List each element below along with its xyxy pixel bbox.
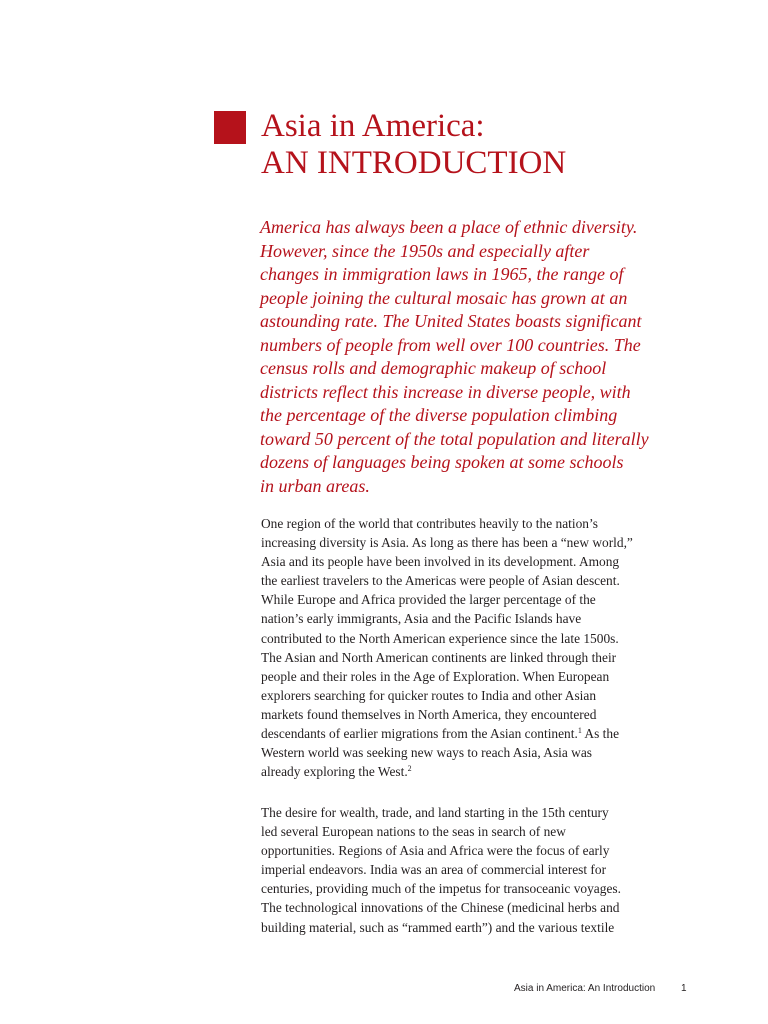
body-line: building material, such as “rammed earth”) and the various textile	[261, 919, 615, 935]
page-number: 1	[681, 983, 687, 994]
body-line: The technological innovations of the Chinese (medicinal herbs and	[261, 900, 620, 916]
body-line-with-footnote	[261, 724, 691, 743]
intro-line: the percentage of the diverse population climbing	[260, 405, 618, 425]
body-line: centuries, providing much of the impetus for transoceanic voyages.	[261, 881, 621, 897]
footnote-marker-2: 2	[407, 764, 412, 774]
body-line-text: descendants of earlier migrations from the Asian continent.	[261, 726, 578, 742]
intro-line: dozens of languages being spoken at some schools	[260, 452, 624, 472]
body-line: One region of the world that contributes heavily to the nation’s	[261, 516, 598, 531]
running-footer-title: Asia in America: An Introduction	[514, 983, 656, 994]
body-line: contributed to the North American experience since the late 1500s.	[261, 630, 619, 646]
body-line: opportunities. Regions of Asia and Africa were the focus of early	[261, 843, 610, 859]
intro-line: numbers of people from well over 100 countries. The	[260, 334, 641, 355]
title-accent-square	[214, 111, 246, 144]
body-line: nation’s early immigrants, Asia and the Pacific Islands have	[261, 611, 582, 627]
intro-line: America has always been a place of ethnic diversity.	[260, 217, 638, 237]
body-line: While Europe and Africa provided the larger percentage of the	[261, 592, 596, 608]
body-line-text: As the	[581, 726, 620, 742]
page-title	[261, 108, 566, 182]
intro-line: census rolls and demographic makeup of school	[260, 358, 607, 378]
title-line-2: AN INTRODUCTION	[261, 145, 567, 181]
intro-line: in urban areas.	[260, 475, 370, 496]
body-line: the earliest travelers to the Americas were people of Asian descent.	[261, 573, 620, 589]
body-line: imperial endeavors. India was an area of commercial interest for	[261, 862, 607, 878]
body-line-with-footnote	[261, 762, 691, 781]
intro-line: changes in immigration laws in 1965, the range of	[260, 264, 624, 284]
body-line: The Asian and North American continents are linked through their	[261, 649, 617, 665]
body-line: The desire for wealth, trade, and land starting in the 15th century	[261, 805, 609, 820]
body-line: Western world was seeking new ways to reach Asia, Asia was	[261, 745, 592, 761]
body-line: markets found themselves in North America, they encountered	[261, 706, 597, 722]
intro-line: districts reflect this increase in diverse people, with	[260, 381, 631, 402]
body-paragraph-2	[261, 803, 691, 937]
intro-line: people joining the cultural mosaic has grown at an	[260, 287, 628, 308]
body-line-text: already exploring the West.	[261, 764, 408, 780]
body-line: Asia and its people have been involved in its development. Among	[261, 554, 620, 570]
body-paragraph-1	[261, 514, 691, 781]
intro-line: However, since the 1950s and especially after	[260, 240, 590, 261]
intro-line: toward 50 percent of the total population and literally	[260, 428, 649, 449]
body-line: increasing diversity is Asia. As long as there has been a “new world,”	[261, 535, 633, 551]
intro-line: astounding rate. The United States boasts significant	[260, 311, 642, 331]
body-line: explorers searching for quicker routes to India and other Asian	[261, 687, 597, 703]
body-line: led several European nations to the seas in search of new	[261, 824, 566, 840]
footnote-marker-1: 1	[577, 726, 582, 736]
title-line-1: Asia in America:	[261, 108, 485, 144]
intro-paragraph	[260, 216, 730, 498]
body-line: people and their roles in the Age of Exploration. When European	[261, 668, 610, 684]
